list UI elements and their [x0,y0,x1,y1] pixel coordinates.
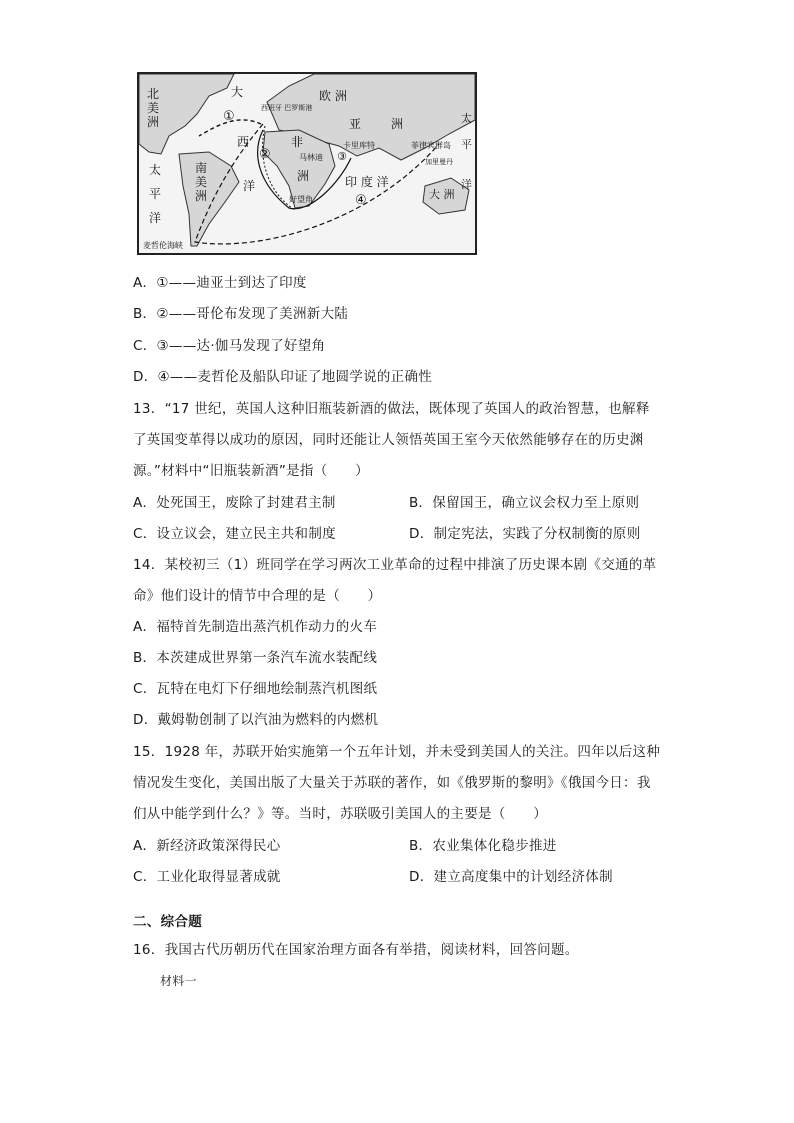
q13-stem-line-1: 13．“17 世纪，英国人这种旧瓶装新酒的做法，既体现了英国人的政治智慧，也解释 [133,401,650,417]
q13-option-c[interactable]: C．设立议会，建立民主共和制度 [133,526,336,542]
label-moluccas: 加里曼丹 [425,158,453,166]
q15-option-c[interactable]: C．工业化取得显著成就 [133,869,281,885]
label-calicut: 卡里库特 [343,141,375,150]
label-malindi: 马林迪 [299,153,323,162]
label-magellan-strait: 麦哲伦海峡 [143,241,183,250]
label-philippines: 菲律宾群岛 [411,141,451,150]
q14-stem-line-1: 14．某校初三（1）班同学在学习两次工业革命的过程中排演了历史课本剧《交通的革 [133,557,657,573]
label-south-america-1: 南 [195,161,208,175]
label-pacific-west-3: 洋 [149,211,162,225]
q15-stem-line-2: 情况发生变化，美国出版了大量关于苏联的著作，如《俄罗斯的黎明》《俄国今日：我 [133,775,651,791]
label-africa-1: 非 [291,135,304,149]
material-1-label: 材料一 [160,974,197,988]
label-africa-2: 洲 [297,169,310,183]
label-asia-1: 亚 [349,117,362,131]
section-title: 二、综合题 [133,914,202,930]
label-pacific-east-1: 太 [461,112,472,125]
q13-option-b[interactable]: B．保留国王，确立议会权力至上原则 [409,495,640,511]
q14-option-a[interactable]: A．福特首先制造出蒸汽机作动力的火车 [133,619,378,635]
map-drawing [139,74,475,253]
label-pacific-east-3: 洋 [461,178,472,191]
route-4-marker: ④ [355,193,367,208]
q15-option-d[interactable]: D．建立高度集中的计划经济体制 [409,869,613,885]
label-cape: 好望角 [289,195,313,204]
q14-option-c[interactable]: C．瓦特在电灯下仔细地绘制蒸汽机图纸 [133,681,378,697]
label-spain-port: 西班牙 巴罗斯港 [261,104,313,112]
q12-option-a[interactable]: A．①——迪亚士到达了印度 [133,275,307,291]
q12-option-c[interactable]: C．③——达·伽马发现了好望角 [133,338,326,354]
label-atlantic-3: 洋 [243,179,256,193]
q15-stem-line-3: 们从中能学到什么？》等。当时，苏联吸引美国人的主要是（ ） [133,806,547,822]
label-europe: 欧 洲 [319,89,347,103]
label-south-america-2: 美 [195,175,208,189]
q15-option-a[interactable]: A．新经济政策深得民心 [133,838,281,854]
label-pacific-east-2: 平 [461,138,472,151]
label-north-america-1: 北 [147,87,160,101]
route-2-marker: ② [259,147,271,162]
q13-stem-line-2: 了英国变革得以成功的原因，同时还能让人领悟英国王室今天依然能够存在的历史渊 [133,432,644,448]
q13-option-d[interactable]: D．制定宪法，实践了分权制衡的原则 [409,526,641,542]
label-atlantic-2: 西 [237,135,250,149]
q13-option-a[interactable]: A．处死国王，废除了封建君主制 [133,495,336,511]
q14-option-d[interactable]: D．戴姆勒创制了以汽油为燃料的内燃机 [133,712,379,728]
q14-stem-line-2: 命》他们设计的情节中合理的是（ ） [133,588,382,604]
label-indian-ocean: 印 度 洋 [345,175,389,189]
south-america-shape [179,152,239,246]
q15-option-b[interactable]: B．农业集体化稳步推进 [409,838,557,854]
label-asia-2: 洲 [391,117,404,131]
q13-stem-line-3: 源。”材料中“旧瓶装新酒”是指（ ） [133,463,369,479]
label-north-america-2: 美 [147,101,160,115]
q15-stem-line-1: 15．1928 年，苏联开始实施第一个五年计划，并未受到美国人的关注。四年以后这种 [133,744,661,760]
label-oceania: 大 洲 [429,188,455,201]
q14-option-b[interactable]: B．本茨建成世界第一条汽车流水装配线 [133,650,378,666]
label-south-america-3: 洲 [195,189,208,203]
q12-option-d[interactable]: D．④——麦哲伦及船队印证了地圆学说的正确性 [133,369,433,385]
q12-option-b[interactable]: B．②——哥伦布发现了美洲新大陆 [133,306,349,322]
label-atlantic-1: 大 [231,85,244,99]
voyages-map [137,72,477,255]
route-3-marker: ③ [337,150,347,163]
label-pacific-west-2: 平 [149,187,162,201]
route-1-marker: ① [223,109,235,124]
label-north-america-3: 洲 [147,115,160,129]
q16-stem: 16．我国古代历朝历代在国家治理方面各有举措，阅读材料，回答问题。 [133,942,579,958]
label-pacific-west-1: 太 [149,163,162,177]
